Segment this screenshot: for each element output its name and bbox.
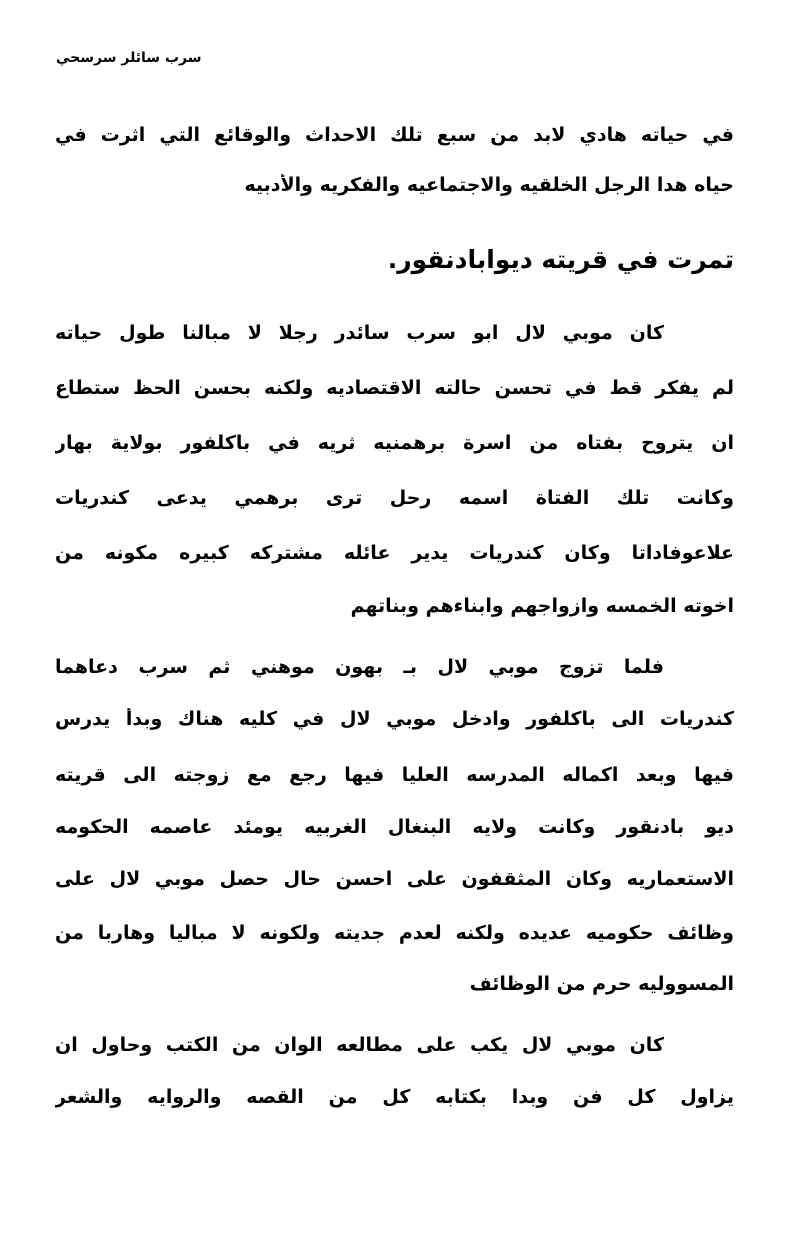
paragraph-2-line: فلما تزوج موبي لال بـ بهون موهني ثم سرب دعاهما	[55, 656, 664, 678]
paragraph-1-line: علاعوفاداتا وكان كندريات يدير عائله مشتركه كبيره مكونه من	[55, 542, 734, 564]
paragraph-1-line: اخوته الخمسه وازواجهم وابناءهم وبناتهم	[350, 595, 734, 617]
intro-line: حياه هدا الرجل الخلقيه والاجتماعيه والفكريه والأدبيه	[244, 174, 734, 196]
paragraph-3-line: كان موبي لال يكب على مطالعه الوان من الكتب وحاول ان	[55, 1034, 664, 1056]
paragraph-1-line: وكانت تلك الفتاة اسمه رحل ترى برهمي يدعى كندريات	[55, 487, 734, 509]
paragraph-1-line: ان يتروح بفتاه من اسرة برهمنيه ثريه في باكلفور بولاية بهار	[55, 432, 734, 454]
paragraph-2-line: وظائف حكوميه عديده ولكنه لعدم جديته ولكونه لا مباليا وهاربا من	[55, 922, 734, 944]
section-heading: تمرت في قريته ديوابادنقور.	[387, 245, 734, 274]
paragraph-3-line: يزاول كل فن وبدا بكتابه كل من القصه والروايه والشعر	[55, 1086, 734, 1108]
intro-line: في حياته هادي لابد من سبع تلك الاحداث والوقائع التي اثرت في	[55, 124, 734, 146]
paragraph-2-line: كندريات الى باكلفور وادخل موبي لال في كليه هناك وبدأ يدرس	[55, 708, 734, 730]
running-header: سرب سائلر سرسحي	[56, 50, 202, 66]
paragraph-2-line: الاستعماريه وكان المثقفون على احسن حال حصل موبي لال على	[55, 868, 734, 890]
paragraph-1-line: كان موبي لال ابو سرب سائدر رجلا لا مبالنا طول حياته	[55, 322, 664, 344]
paragraph-2-line: فيها وبعد اكماله المدرسه العليا فيها رجع مع زوجته الى قريته	[55, 764, 734, 786]
paragraph-2-line: المسووليه حرم من الوظائف	[469, 973, 734, 995]
paragraph-1-line: لم يفكر قط في تحسن حالته الاقتصاديه ولكنه بحسن الحظ ستطاع	[55, 377, 734, 399]
paragraph-2-line: ديو بادنقور وكانت ولايه البنغال الغربيه يومئد عاصمه الحكومه	[55, 816, 734, 838]
